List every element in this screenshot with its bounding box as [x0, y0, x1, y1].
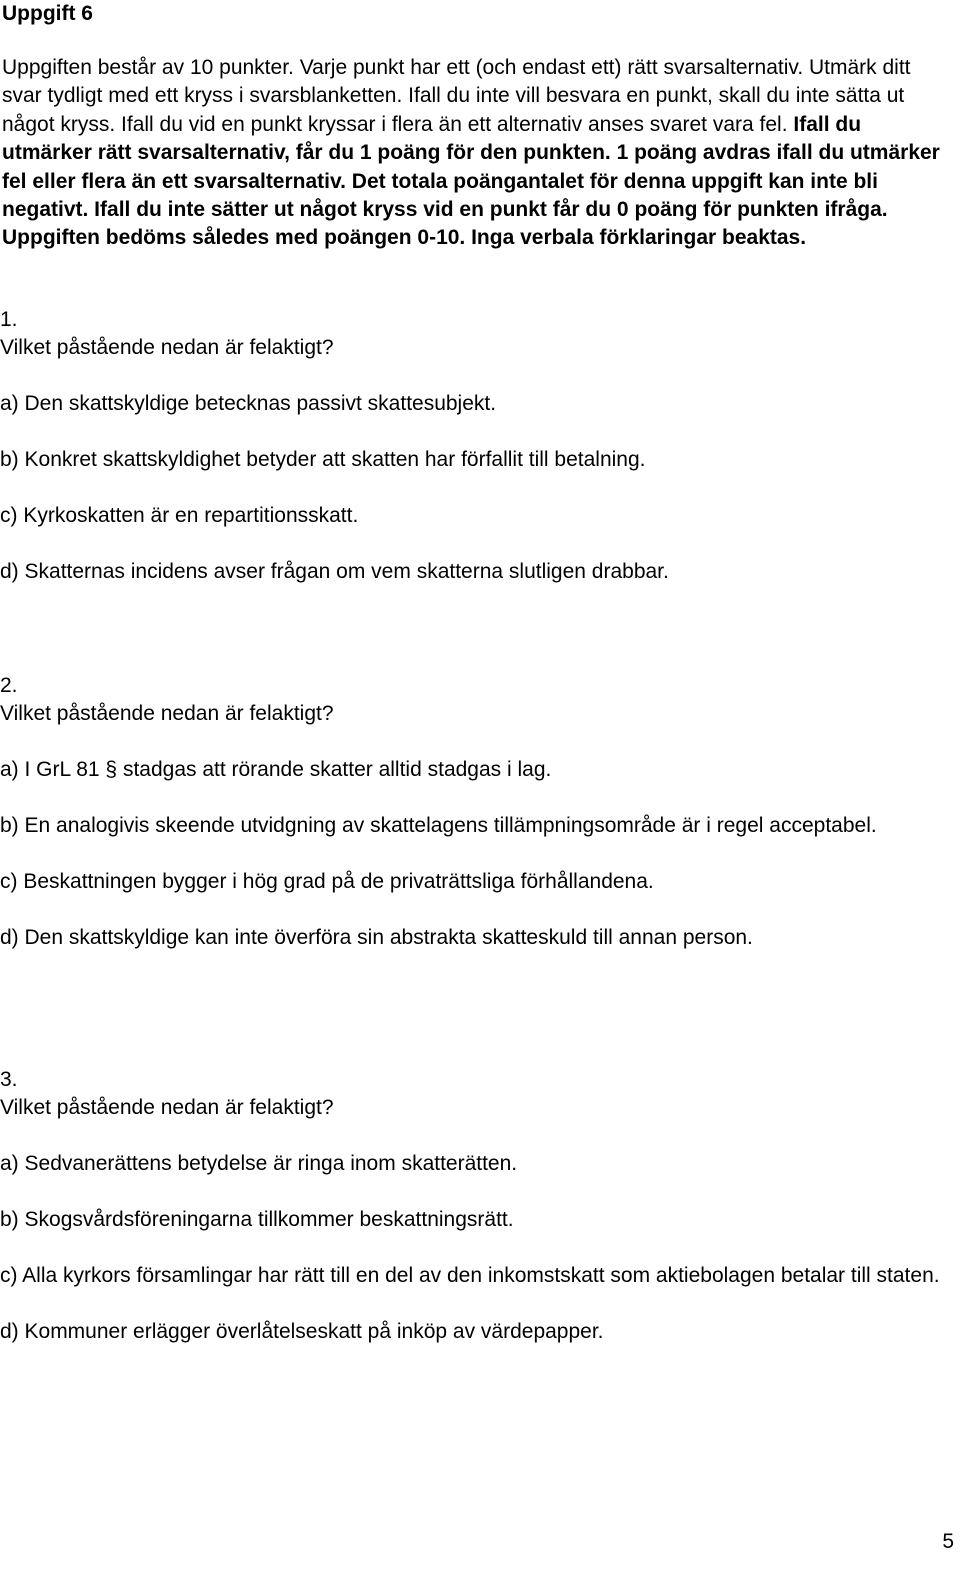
alternative-a: a) Sedvanerättens betydelse är ringa inom skatterätten.: [0, 1152, 518, 1176]
alternative-b: b) Konkret skattskyldighet betyder att skatten har förfallit till betalning.: [0, 448, 646, 472]
alternative-a: a) Den skattskyldige betecknas passivt skattesubjekt.: [0, 392, 497, 416]
alternative-d: d) Skatternas incidens avser frågan om vem skatterna slutligen drabbar.: [0, 560, 669, 584]
instructions-text: Uppgiften består av 10 punkter. Varje punkt har ett (och endast ett) rätt svarsalternativ. Utmärk ditt svar tydligt med ett kryss i svarsblanketten. Ifall du inte vill besvara en punkt, skall du inte sätta ut något kryss. Ifall du vid en punkt kryssar i flera än ett alternativ anses svaret vara fel.: [2, 56, 911, 136]
question-1: [0, 306, 950, 586]
document-page: [2, 0, 952, 253]
scoring-rules-text: Ifall du utmärker rätt svarsalternativ, får du 1 poäng för den punkten. 1 poäng avdras ifall du utmärker fel eller flera än ett svarsalternativ. Det totala poängantalet för denna uppgift kan inte bli negativt. Ifall du inte sätter ut något kryss vid en punkt får du 0 poäng för punkten ifråga. Uppgiften bedöms således med poängen 0-10. Inga verbala förklaringar beaktas.: [2, 112, 940, 250]
question-number: 3.: [0, 1068, 18, 1091]
question-text: Vilket påstående nedan är felaktigt?: [0, 336, 334, 360]
question-number: 2.: [0, 674, 18, 697]
alternative-b: b) En analogivis skeende utvidgning av skattelagens tillämpningsområde är i regel acceptabel.: [0, 814, 877, 838]
alternative-d: d) Kommuner erlägger överlåtelseskatt på inköp av värdepapper.: [0, 1320, 604, 1344]
alternative-d: d) Den skattskyldige kan inte överföra sin abstrakta skatteskuld till annan person.: [0, 926, 753, 950]
question-2: [0, 672, 950, 952]
alternative-b: b) Skogsvårdsföreningarna tillkommer beskattningsrätt.: [0, 1208, 514, 1232]
task-title: Uppgift 6: [2, 2, 93, 25]
page-number: 5: [942, 1530, 954, 1553]
alternative-c: c) Beskattningen bygger i hög grad på de privaträttsliga förhållandena.: [0, 870, 654, 894]
alternative-c: c) Kyrkoskatten är en repartitionsskatt.: [0, 504, 359, 528]
instructions-paragraph: [2, 54, 952, 253]
question-number: 1.: [0, 308, 18, 331]
question-3: [0, 1066, 950, 1346]
question-text: Vilket påstående nedan är felaktigt?: [0, 702, 334, 726]
alternative-a: a) I GrL 81 § stadgas att rörande skatter alltid stadgas i lag.: [0, 758, 552, 782]
alternative-c: c) Alla kyrkors församlingar har rätt till en del av den inkomstskatt som aktiebolagen betalar till staten.: [0, 1264, 940, 1288]
question-text: Vilket påstående nedan är felaktigt?: [0, 1096, 334, 1120]
